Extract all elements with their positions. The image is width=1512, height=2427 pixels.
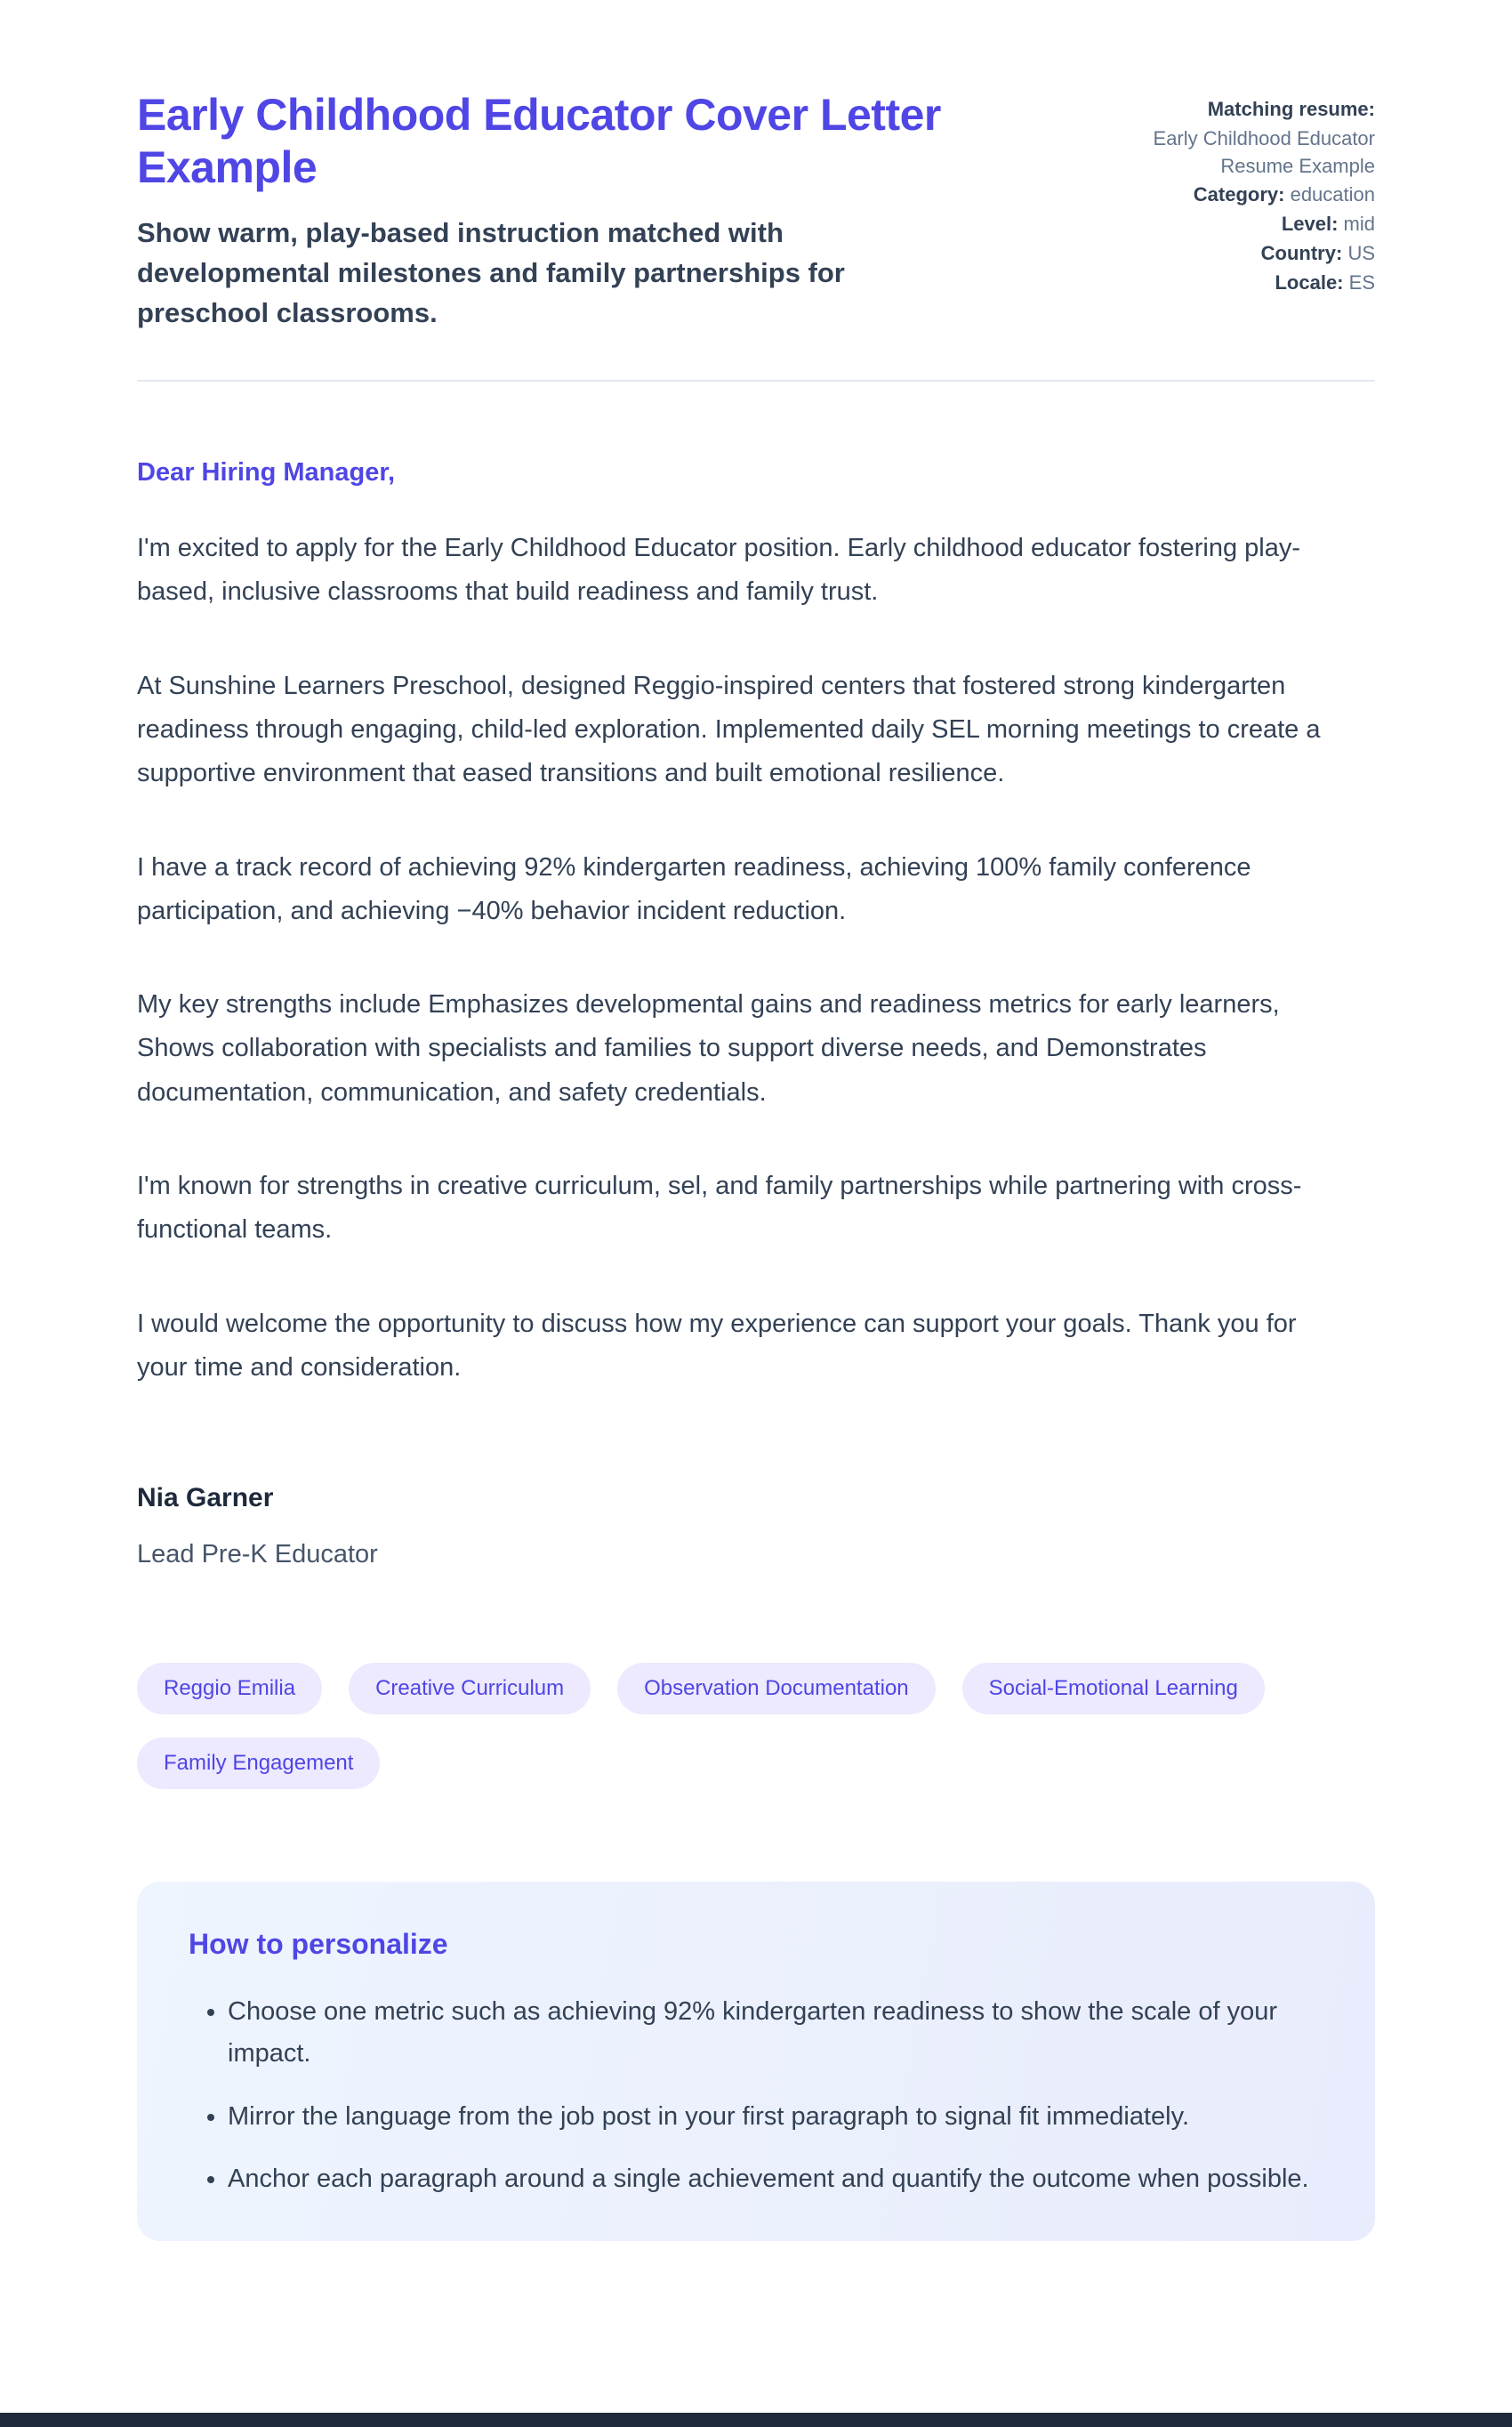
cover-letter-body	[137, 451, 1375, 1577]
level-value: mid	[1343, 213, 1375, 236]
meta-level	[1080, 211, 1375, 238]
salutation: Dear Hiring Manager,	[137, 457, 396, 487]
locale-value: ES	[1348, 270, 1375, 294]
tip-list	[189, 1991, 1323, 2201]
skill-tag[interactable]: Social-Emotional Learning	[962, 1663, 1265, 1714]
tip-item: • Anchor each paragraph around a single achievement and quantify the outcome when possible.	[228, 2158, 1322, 2200]
content-container	[137, 0, 1375, 2413]
header-text-block	[137, 89, 1044, 334]
header-divider	[137, 380, 1375, 382]
tip-box-title: How to personalize	[189, 1927, 448, 1960]
personalize-tip-box	[137, 1882, 1375, 2242]
category-value: education	[1290, 183, 1375, 206]
meta-category	[1080, 181, 1375, 209]
matching-resume-label: Matching resume:	[1207, 98, 1375, 120]
header	[137, 89, 1375, 334]
signature-name: Nia Garner	[137, 1483, 274, 1513]
meta-country	[1080, 240, 1375, 268]
letter-paragraph: I'm excited to apply for the Early Childhood Educator position. Early childhood educator fostering play-based, inclusive classrooms that build readiness and family trust.	[137, 534, 1301, 607]
country-label: Country:	[1260, 241, 1343, 264]
skill-tag[interactable]: Family Engagement	[137, 1738, 380, 1789]
tip-item: • Mirror the language from the job post in your first paragraph to signal fit immediately.	[228, 2096, 1322, 2138]
country-value: US	[1347, 241, 1375, 264]
matching-resume-value: Early Childhood Educator Resume Example	[1153, 126, 1375, 177]
letter-paragraph: I would welcome the opportunity to discuss how my experience can support your goals. Thank you for your time and consideration.	[137, 1309, 1297, 1382]
letter-paragraph: I'm known for strengths in creative curriculum, sel, and family partnerships while partnering with cross-functional teams.	[137, 1172, 1302, 1245]
skill-tag-list	[137, 1663, 1375, 1789]
page-subtitle: Show warm, play-based instruction matched with developmental milestones and family partnerships for preschool classrooms.	[137, 217, 845, 328]
signature-role: Lead Pre-K Educator	[137, 1540, 378, 1569]
category-label: Category:	[1193, 183, 1285, 206]
tip-item: • Choose one metric such as achieving 92% kindergarten readiness to show the scale of your impact.	[228, 1991, 1322, 2075]
locale-label: Locale:	[1275, 270, 1344, 294]
letter-paragraph: At Sunshine Learners Preschool, designed Reggio-inspired centers that fostered strong kindergarten readiness through engaging, child-led exploration. Implemented daily SEL morning meetings to create a supportive environment that eased transitions and built emotional resilience.	[137, 671, 1321, 788]
page-title: Early Childhood Educator Cover Letter Example	[137, 90, 941, 192]
letter-paragraph: My key strengths include Emphasizes developmental gains and readiness metrics for early learners, Shows collaboration with specialists and families to support diverse needs, and Demonstrates documentation, communication, and safety credentials.	[137, 990, 1280, 1107]
level-label: Level:	[1281, 213, 1339, 236]
skill-tag[interactable]: Observation Documentation	[617, 1663, 936, 1714]
meta-locale	[1080, 270, 1375, 297]
skill-tag[interactable]: Reggio Emilia	[137, 1663, 322, 1714]
resume-meta-panel	[1080, 89, 1375, 334]
skill-tag[interactable]: Creative Curriculum	[349, 1663, 591, 1714]
letter-paragraph: I have a track record of achieving 92% kindergarten readiness, achieving 100% family conference participation, and achieving −40% behavior incident reduction.	[137, 852, 1251, 925]
footer-strip	[0, 2413, 1512, 2427]
